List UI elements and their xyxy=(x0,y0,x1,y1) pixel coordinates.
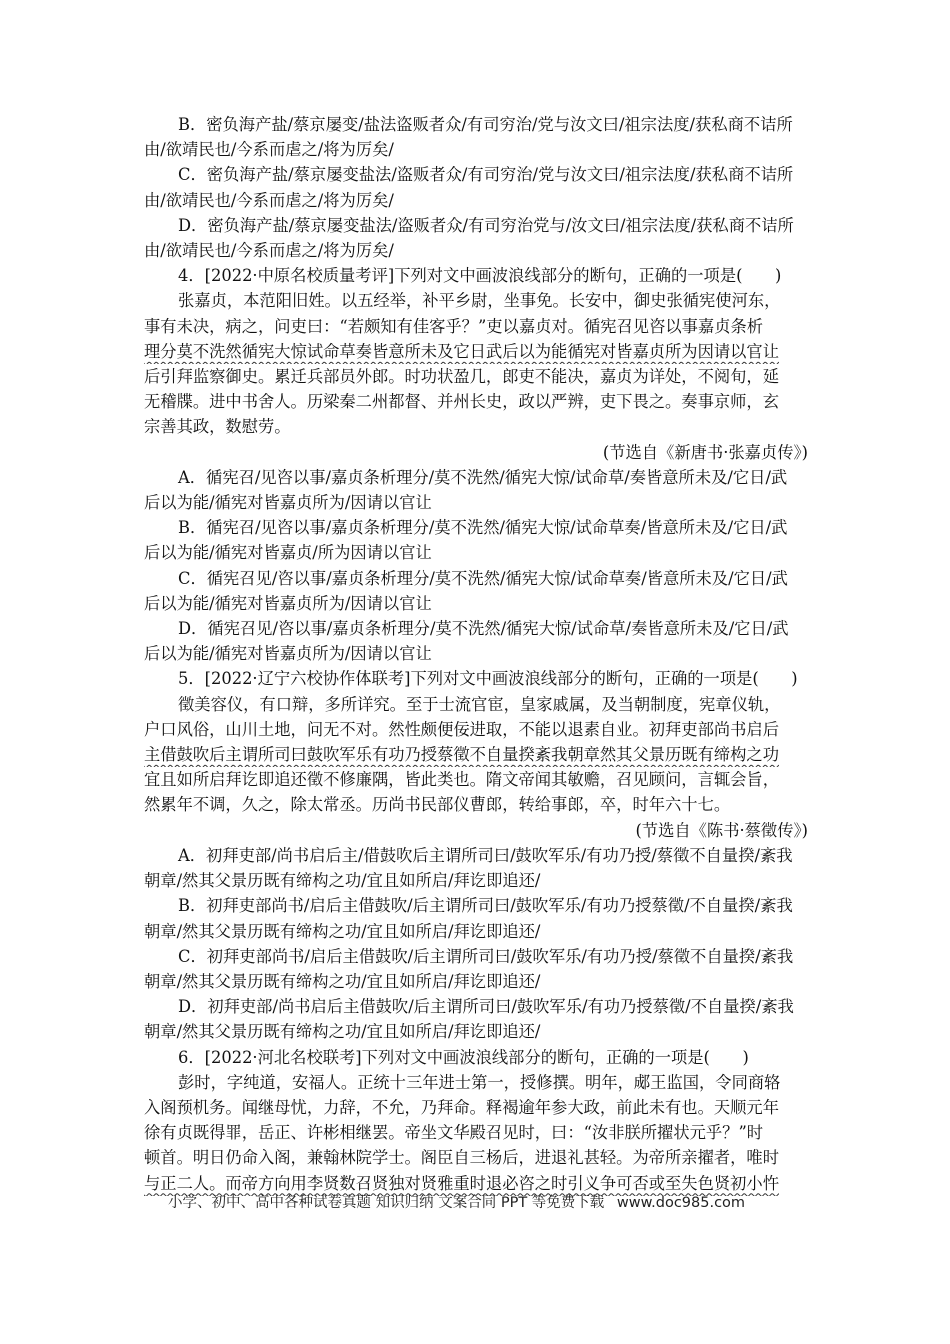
q4-option-d-line2: 后以为能/循宪对皆嘉贞所为/因请以官让 xyxy=(144,644,432,664)
q5-option-d-line1: D．初拜吏部/尚书启后主借鼓吹/后主谓所司曰/鼓吹军乐/有功乃授蔡徵/不自量揆/紊我 xyxy=(178,997,794,1017)
q3-option-b-line1: B．密负海产盐/蔡京屡变/盐法盗贩者众/有司穷治/党与汝文曰/祖宗法度/获私商不诘所 xyxy=(178,115,793,134)
q6-passage-line: 彭时，字纯道，安福人。正统十三年进士第一，授修撰。明年，郕王监国，令同商辂 xyxy=(178,1072,781,1092)
q4-option-a-line2: 后以为能/循宪对皆嘉贞所为/因请以官让 xyxy=(144,493,432,513)
q5-passage-line: 徵美容仪，有口辩，多所详究。至于士流官宦，皇家戚属，及当朝制度，宪章仪轨， xyxy=(178,694,781,714)
q4-passage-line: 宗善其政，数慰劳。 xyxy=(144,417,291,437)
q4-option-c-line1: C．循宪召见/咨以事/嘉贞条析理分/莫不洗然/循宪大惊/试命草奏/皆意所未及/它日/武 xyxy=(178,568,788,588)
q4-option-a-line1: A．循宪召/见咨以事/嘉贞条析理分/莫不洗然/循宪大惊/试命草/奏皆意所未及/它日/武 xyxy=(178,467,788,487)
q4-passage-line-wavy: 理分莫不洗然循宪大惊试命草奏皆意所未及它日武后以为能循宪对皆嘉贞所为因请以官让 xyxy=(144,341,779,361)
q5-passage-line: 户口风俗，山川土地，问无不对。然性颇便佞进取，不能以退素自业。初拜吏部尚书启后 xyxy=(144,719,779,739)
q3-option-c-line1: C．密负海产盐/蔡京屡变盐法/盗贩者众/有司穷治/党与汝文曰/祖宗法度/获私商不诘所 xyxy=(178,165,794,185)
q6-passage-line: 顿首。明日仍命入阁，兼翰林院学士。阁臣自三杨后，进退礼甚轻。为帝所亲擢者，唯时 xyxy=(144,1148,779,1168)
q5-option-b-line1: B．初拜吏部尚书/启后主借鼓吹/后主谓所司曰/鼓吹军乐/有功乃授蔡徵/不自量揆/紊我 xyxy=(178,896,793,916)
q5-passage-line: 宜且如所启拜讫即追还徵不修廉隅，皆此类也。隋文帝闻其敏赡，召见顾问，言辄会旨， xyxy=(144,770,779,790)
q6-passage-line: 入阁预机务。闻继母忧，力辞，不允，乃拜命。释褐逾年参大政，前此未有也。天顺元年 xyxy=(144,1097,779,1117)
q5-passage-line-wavy: 主借鼓吹后主谓所司曰鼓吹军乐有功乃授蔡徵不自量揆紊我朝章然其父景历既有缔构之功 xyxy=(144,745,779,765)
q4-passage-line: 后引拜监察御史。累迁兵部员外郎。时功状盈几，郎吏不能决，嘉贞为详处，不阅旬，延 xyxy=(144,367,779,387)
q4-option-c-line2: 后以为能/循宪对皆嘉贞所为/因请以官让 xyxy=(144,593,432,613)
q5-stem: 5．[2022·辽宁六校协作体联考]下列对文中画波浪线部分的断句，正确的一项是( ) xyxy=(178,669,798,689)
footer-link[interactable]: www.doc985.com xyxy=(616,1195,746,1211)
footer-text: 小学、初中、高中各种试卷真题 知识归纳 文案合同 PPT 等免费下载 xyxy=(168,1195,605,1211)
q5-source: (节选自《陈书·蔡徵传》) xyxy=(635,820,808,840)
document-page xyxy=(144,112,808,1196)
q3-option-b-line2: 由/欲靖民也/今系而虐之/将为厉矣/ xyxy=(144,140,394,160)
q5-passage-line: 然累年不调，久之，除太常丞。历尚书民部仪曹郎，转给事郎，卒，时年六十七。 xyxy=(144,795,731,815)
q4-passage-line: 事有未决，病之，问吏曰：“若颇知有佳客乎？”吏以嘉贞对。循宪召见咨以事嘉贞条析 xyxy=(144,316,764,336)
q4-stem: 4．[2022·中原名校质量考评]下列对文中画波浪线部分的断句，正确的一项是( ) xyxy=(178,266,782,286)
q5-option-a-line1: A．初拜吏部/尚书启后主/借鼓吹后主谓所司曰/鼓吹军乐/有功乃授/蔡徵不自量揆/紊我 xyxy=(178,845,793,865)
q3-option-d-line1: D．密负海产盐/蔡京屡变盐法/盗贩者众/有司穷治党与/汝文曰/祖宗法度/获私商不诘所 xyxy=(178,215,794,235)
q5-option-d-line2: 朝章/然其父景历既有缔构之功/宜且如所启/拜讫即追还/ xyxy=(144,1022,541,1042)
q6-stem: 6．[2022·河北名校联考]下列对文中画波浪线部分的断句，正确的一项是( ) xyxy=(178,1047,749,1067)
q4-passage-line: 无稽牒。进中书舍人。历梁秦二州都督、并州长史，政以严辨，吏下畏之。奏事京师，玄 xyxy=(144,392,779,412)
q3-option-d-line2: 由/欲靖民也/今系而虐之/将为厉矣/ xyxy=(144,241,394,261)
page-footer xyxy=(168,1191,745,1212)
q4-option-b-line2: 后以为能/循宪对皆嘉贞/所为因请以官让 xyxy=(144,543,432,563)
q6-passage-line: 徐有贞既得罪，岳正、许彬相继罢。帝坐文华殿召见时，曰：“汝非朕所擢状元乎？”时 xyxy=(144,1123,764,1143)
q5-option-c-line1: C．初拜吏部尚书/启后主借鼓吹/后主谓所司曰/鼓吹军乐/有功乃授/蔡徵不自量揆/紊我 xyxy=(178,946,794,966)
q5-option-a-line2: 朝章/然其父景历既有缔构之功/宜且如所启/拜讫即追还/ xyxy=(144,871,541,891)
q4-option-b-line1: B．循宪召/见咨以事/嘉贞条析理分/莫不洗然/循宪大惊/试命草奏/皆意所未及/它日/武 xyxy=(178,518,788,538)
q6-passage-line-wavy: 与正二人。而帝方向用李贤数召贤独对贤雅重时退必咨之时引义争可否或至失色贤初小忤 xyxy=(144,1173,779,1193)
q3-option-c-line2: 由/欲靖民也/今系而虐之/将为厉矣/ xyxy=(144,190,394,210)
q5-option-c-line2: 朝章/然其父景历既有缔构之功/宜且如所启/拜讫即追还/ xyxy=(144,971,541,991)
q4-passage-line: 张嘉贞，本范阳旧姓。以五经举，补平乡尉，坐事免。长安中，御史张循宪使河东， xyxy=(178,291,781,311)
q5-option-b-line2: 朝章/然其父景历既有缔构之功/宜且如所启/拜讫即追还/ xyxy=(144,921,541,941)
q4-option-d-line1: D．循宪召见/咨以事/嘉贞条析理分/莫不洗然/循宪大惊/试命草/奏皆意所未及/它日/武 xyxy=(178,619,789,639)
q4-source: (节选自《新唐书·张嘉贞传》) xyxy=(602,442,808,462)
